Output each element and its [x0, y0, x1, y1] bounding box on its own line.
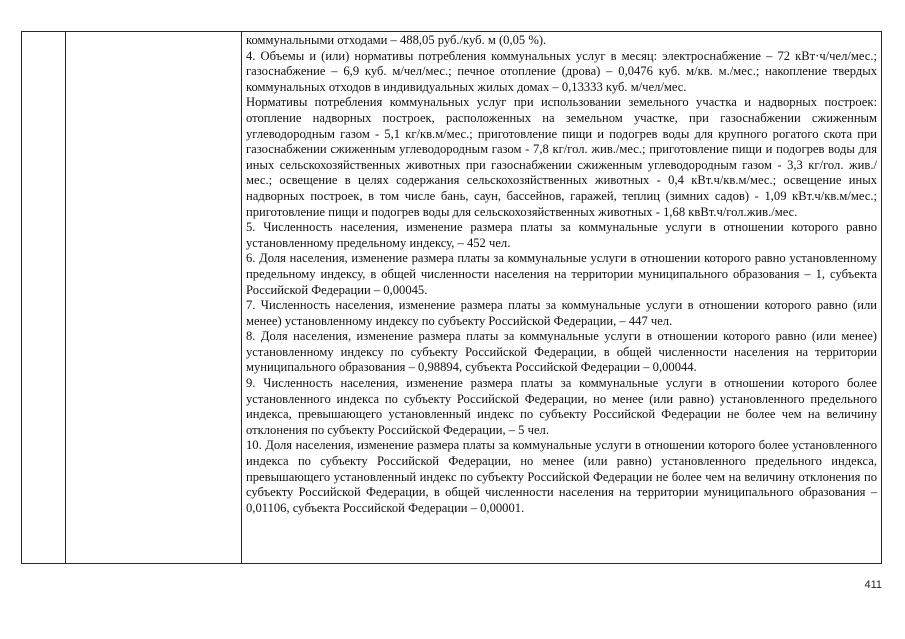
paragraph-item-6-population-share: 6. Доля населения, изменение размера платы за коммунальные услуги в отношении которого равно установленному предельному индексу, в общей численности населения на территории муниципального образования – 1, субъекта Российской Федерации – 0,00045. — [246, 251, 877, 297]
paragraph-item-7-population: 7. Численность населения, изменение размера платы за коммунальные услуги в отношении которого равно (или менее) установленному индексу по субъекту Российской Федерации, – 447 чел. — [246, 298, 877, 328]
page-number: 411 — [864, 579, 882, 591]
table-column-number — [22, 32, 66, 563]
paragraph-item-5-population: 5. Численность населения, изменение размера платы за коммунальные услуги в отношении которого равно установленному предельному индексу, – 452 чел. — [246, 220, 877, 250]
paragraph-item-9-population: 9. Численность населения, изменение размера платы за коммунальные услуги в отношении которого более установленного индекса по субъекту Российской Федерации, но менее (или равно) установленного предельного индекса, превышающего установленный индекс по субъекту Российской Федерации не более чем на величину отклонения по субъекту Российской Федерации, – 5 чел. — [246, 376, 877, 437]
paragraph-item-4-consumption-norms: 4. Объемы и (или) нормативы потребления коммунальных услуг в месяц: электроснабжение – 72 кВт·ч/чел/мес.; газоснабжение – 6,9 куб. м/чел/мес.; печное отопление (дрова) – 0,0476 куб. м/кв. м./мес.; накопление твердых коммунальных отходов в индивидуальных жилых домах – 0,13333 куб. м/чел/мес. — [246, 48, 877, 94]
paragraph-land-plot-norms: Нормативы потребления коммунальных услуг при использовании земельного участка и надворных построек: отопление надворных построек, расположенных на земельном участке, при газоснабжении сжиженным углеводородным газом - 5,1 кг/кв.м/мес.; приготовление пищи и подогрев воды для крупного рогатого скота при газоснабжении сжиженным углеводородным газом - 7,8 кг/гол. жив./мес.; приготовление пищи и подогрев воды для иных сельскохозяйственных животных при газоснабжении сжиженным углеводородным газом - 3,3 кг/гол. жив./мес.; освещение в целях содержания сельскохозяйственных животных - 0,4 кВт.ч/кв.м/мес.; освещение иных надворных построек, в том числе бань, саун, бассейнов, гаражей, теплиц (зимних садов) - 1,09 кВт.ч/кв.м/мес.; приготовление пищи и подогрев воды для сельскохозяйственных животных - 1,68 квВт.ч/гол.жив./мес. — [246, 95, 877, 219]
paragraph-waste-cost: коммунальными отходами – 488,05 руб./куб. м (0,05 %). — [246, 33, 547, 47]
table-column-content — [242, 32, 881, 563]
paragraph-item-10-population-share: 10. Доля населения, изменение размера платы за коммунальные услуги в отношении которого более установленного индекса по субъекту Российской Федерации, но менее (или равно) установленного предельного индекса, превышающего установленный индекс по субъекту Российской Федерации не более чем на величину отклонения по субъекту Российской Федерации, в общей численности населения на территории муниципального образования – 0,01106, субъекта Российской Федерации – 0,00001. — [246, 438, 877, 515]
paragraph-item-8-population-share: 8. Доля населения, изменение размера платы за коммунальные услуги в отношении которого равно (или менее) установленному индексу по субъекту Российской Федерации, в общей численности населения на территории муниципального образования – 0,98894, субъекта Российской Федерации – 0,00044. — [246, 329, 877, 375]
table-column-name — [66, 32, 242, 563]
document-table — [21, 31, 882, 564]
